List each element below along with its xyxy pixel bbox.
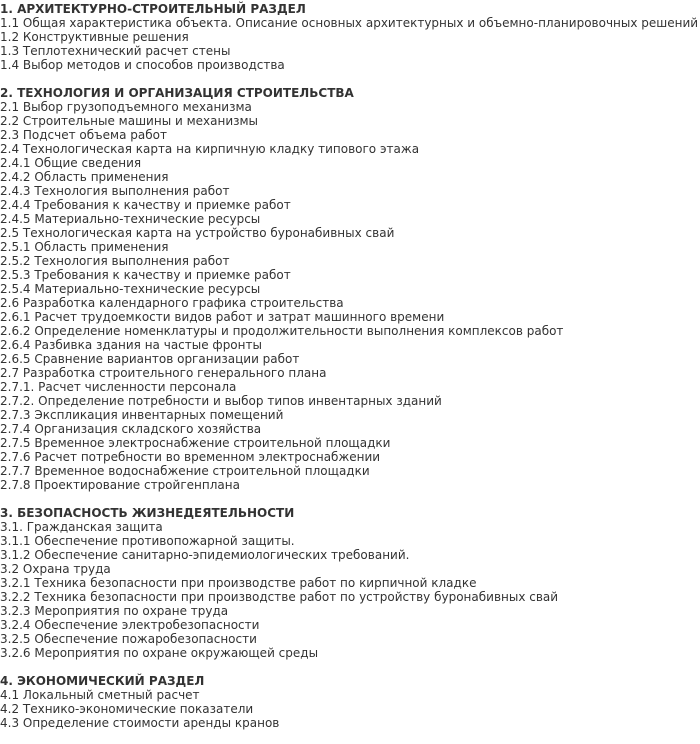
toc-item[interactable]: 2.5 Технологическая карта на устройство буронабивных свай (0, 226, 395, 240)
toc-item[interactable]: 2.7.4 Организация складского хозяйства (0, 422, 262, 436)
toc-item[interactable]: 2.3 Подсчет объема работ (0, 128, 167, 142)
toc-item[interactable]: 2.7.3 Экспликация инвентарных помещений (0, 408, 284, 422)
section-heading: 3. БЕЗОПАСНОСТЬ ЖИЗНЕДЕЯТЕЛЬНОСТИ (0, 506, 295, 520)
toc-item[interactable]: 3.2.4 Обеспечение электробезопасности (0, 618, 260, 632)
toc-section (0, 2, 700, 72)
toc-item[interactable]: 3.1. Гражданская защита (0, 520, 163, 534)
toc-item[interactable]: 4.2 Технико-экономические показатели (0, 702, 254, 716)
section-heading: 4. ЭКОНОМИЧЕСКИЙ РАЗДЕЛ (0, 674, 205, 688)
toc-item[interactable]: 2.4.4 Требования к качеству и приемке работ (0, 198, 291, 212)
section-heading: 2. ТЕХНОЛОГИЯ И ОРГАНИЗАЦИЯ СТРОИТЕЛЬСТВА (0, 86, 354, 100)
toc-item[interactable]: 2.4.1 Общие сведения (0, 156, 142, 170)
toc-item[interactable]: 3.2.3 Мероприятия по охране труда (0, 604, 229, 618)
toc-item[interactable]: 2.4.2 Область применения (0, 170, 169, 184)
toc-item[interactable]: 2.7.6 Расчет потребности во временном электроснабжении (0, 450, 381, 464)
table-of-contents (0, 2, 700, 744)
toc-section (0, 674, 700, 730)
toc-item[interactable]: 2.6.5 Сравнение вариантов организации работ (0, 352, 300, 366)
toc-item[interactable]: 3.2 Охрана труда (0, 562, 111, 576)
toc-item[interactable]: 3.1.1 Обеспечение противопожарной защиты. (0, 534, 295, 548)
toc-item[interactable]: 3.2.2 Техника безопасности при производстве работ по устройству буронабивных свай (0, 590, 559, 604)
toc-item[interactable]: 2.4 Технологическая карта на кирпичную кладку типового этажа (0, 142, 420, 156)
toc-item[interactable]: 2.5.3 Требования к качеству и приемке работ (0, 268, 291, 282)
toc-item[interactable]: 3.2.6 Мероприятия по охране окружающей среды (0, 646, 319, 660)
toc-item[interactable]: 4.3 Определение стоимости аренды кранов (0, 716, 280, 730)
toc-item[interactable]: 2.4.5 Материально-технические ресурсы (0, 212, 261, 226)
toc-item[interactable]: 2.6.4 Разбивка здания на частые фронты (0, 338, 262, 352)
toc-item[interactable]: 2.7.1. Расчет численности персонала (0, 380, 237, 394)
toc-item[interactable]: 2.7.5 Временное электроснабжение строительной площадки (0, 436, 391, 450)
toc-item[interactable]: 2.7.8 Проектирование стройгенплана (0, 478, 240, 492)
toc-item[interactable]: 1.2 Конструктивные решения (0, 30, 189, 44)
toc-item[interactable]: 2.6.1 Расчет трудоемкости видов работ и затрат машинного времени (0, 310, 445, 324)
toc-item[interactable]: 2.7 Разработка строительного генерального плана (0, 366, 327, 380)
toc-item[interactable]: 2.6 Разработка календарного графика строительства (0, 296, 344, 310)
toc-item[interactable]: 1.4 Выбор методов и способов производства (0, 58, 285, 72)
toc-item[interactable]: 2.6.2 Определение номенклатуры и продолжительности выполнения комплексов работ (0, 324, 564, 338)
toc-item[interactable]: 2.5.4 Материально-технические ресурсы (0, 282, 261, 296)
toc-item[interactable]: 2.1 Выбор грузоподъемного механизма (0, 100, 252, 114)
toc-section (0, 86, 700, 492)
section-heading: 1. АРХИТЕКТУРНО-СТРОИТЕЛЬНЫЙ РАЗДЕЛ (0, 2, 306, 16)
toc-item[interactable]: 3.2.1 Техника безопасности при производстве работ по кирпичной кладке (0, 576, 477, 590)
toc-item[interactable]: 4.1 Локальный сметный расчет (0, 688, 200, 702)
toc-item[interactable]: 1.3 Теплотехнический расчет стены (0, 44, 231, 58)
toc-item[interactable]: 2.7.2. Определение потребности и выбор типов инвентарных зданий (0, 394, 442, 408)
toc-item[interactable]: 2.4.3 Технология выполнения работ (0, 184, 230, 198)
toc-section (0, 506, 700, 660)
toc-item[interactable]: 2.7.7 Временное водоснабжение строительной площадки (0, 464, 370, 478)
toc-item[interactable]: 2.5.2 Технология выполнения работ (0, 254, 230, 268)
toc-item[interactable]: 3.1.2 Обеспечение санитарно-эпидемиологических требований. (0, 548, 410, 562)
toc-item[interactable]: 1.1 Общая характеристика объекта. Описание основных архитектурных и объемно-планировочных решений (0, 16, 699, 30)
toc-item[interactable]: 2.5.1 Область применения (0, 240, 169, 254)
toc-item[interactable]: 2.2 Строительные машины и механизмы (0, 114, 259, 128)
toc-item[interactable]: 3.2.5 Обеспечение пожаробезопасности (0, 632, 257, 646)
